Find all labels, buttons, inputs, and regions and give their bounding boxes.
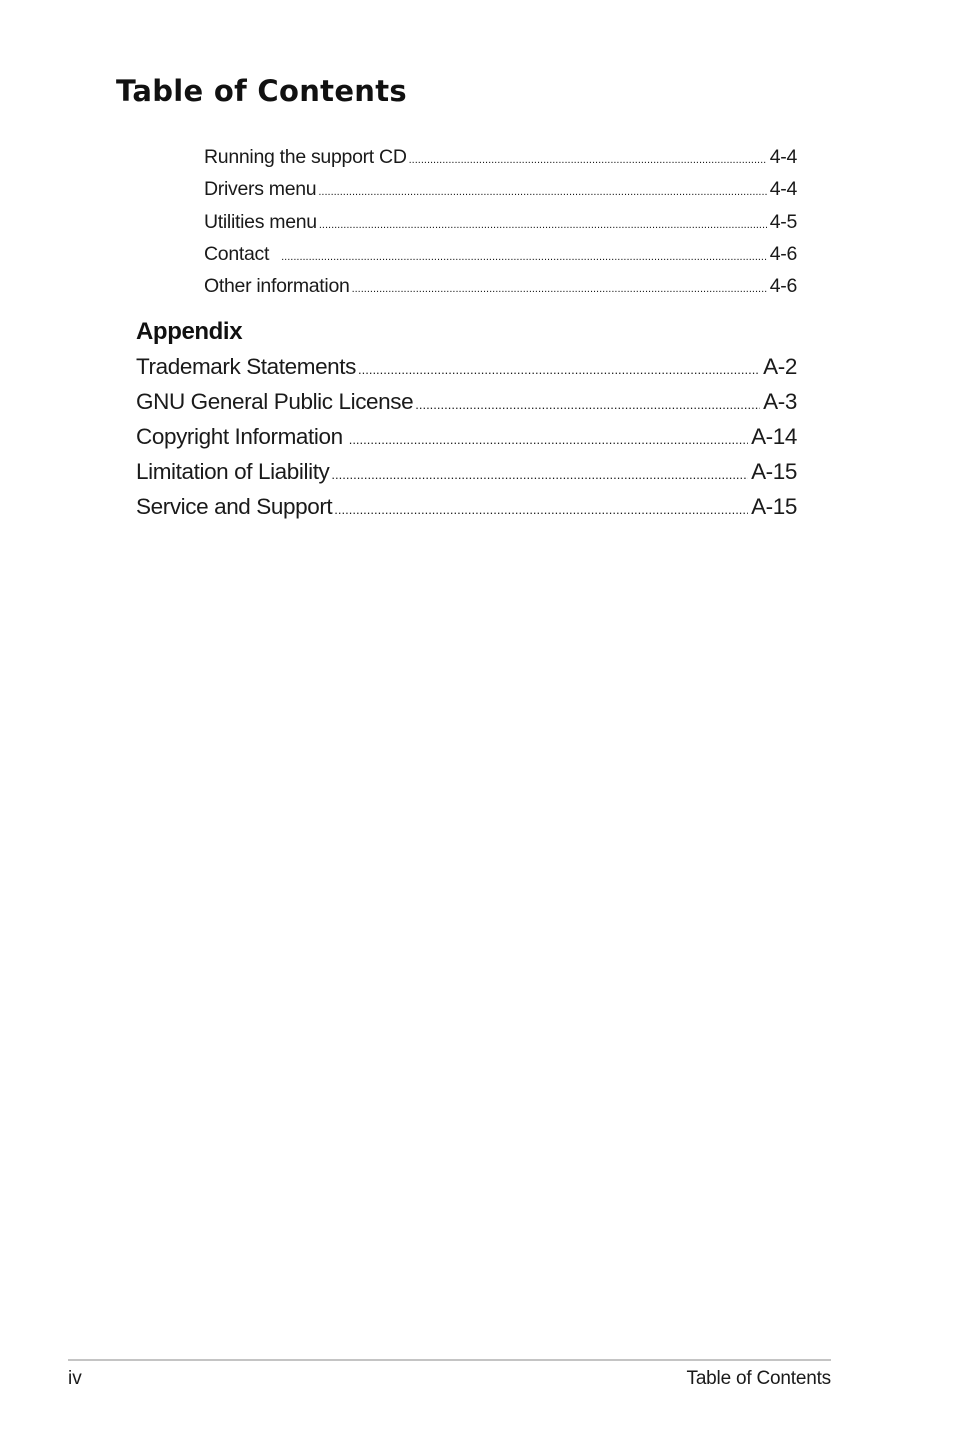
dot-leader — [352, 283, 767, 295]
toc-entry-page: 4-6 — [769, 275, 797, 298]
dot-leader — [358, 362, 760, 377]
toc-entry-label: Running the support CD — [204, 146, 407, 168]
toc-entry-label: Copyright Information — [136, 424, 343, 449]
page-title: Table of Contents — [116, 74, 407, 108]
toc-entry-gnu-gpl[interactable] — [136, 389, 797, 424]
toc-entry-page: A-2 — [763, 354, 797, 379]
toc-entry-page: A-15 — [751, 459, 797, 484]
dot-leader — [281, 251, 767, 263]
dot-leader — [334, 502, 748, 517]
toc-entry-page: A-3 — [763, 389, 797, 414]
footer-page-number: iv — [68, 1368, 82, 1389]
toc-entry-limitation-of-liability[interactable] — [136, 459, 797, 494]
dot-leader — [349, 432, 748, 447]
toc-entry-label: Drivers menu — [204, 178, 317, 201]
toc-entry-service-and-support[interactable] — [136, 494, 797, 529]
toc-entry-page: A-15 — [751, 494, 797, 519]
appendix-heading: Appendix — [136, 318, 243, 345]
toc-entry-trademark-statements[interactable] — [136, 354, 797, 389]
dot-leader — [331, 467, 748, 482]
toc-entry-page: A-14 — [751, 424, 797, 449]
toc-entry-label: Service and Support — [136, 494, 333, 519]
toc-entry-running-support-cd[interactable] — [204, 146, 797, 178]
toc-entry-other-information[interactable] — [204, 275, 797, 307]
toc-entry-label: Contact — [204, 242, 270, 265]
toc-entry-label: Trademark Statements — [136, 354, 356, 379]
toc-entry-utilities-menu[interactable] — [204, 211, 797, 243]
footer-section-title: Table of Contents — [686, 1368, 831, 1389]
toc-entry-label: GNU General Public License — [136, 389, 414, 414]
dot-leader — [318, 186, 766, 198]
toc-entry-page: 4-5 — [769, 210, 797, 233]
toc-entry-page: 4-6 — [769, 242, 797, 265]
toc-entry-contact[interactable] — [204, 243, 797, 275]
toc-entry-copyright-information[interactable] — [136, 424, 797, 459]
toc-entry-page: 4-4 — [769, 178, 797, 201]
toc-appendix-entries — [136, 354, 797, 529]
toc-entry-label: Other information — [204, 275, 350, 298]
dot-leader — [319, 219, 767, 231]
toc-entry-label: Utilities menu — [204, 210, 317, 233]
footer-divider — [68, 1359, 831, 1361]
toc-entry-page: 4-4 — [769, 146, 797, 168]
toc-entry-label: Limitation of Liability — [136, 459, 330, 484]
toc-entry-drivers-menu[interactable] — [204, 178, 797, 210]
dot-leader — [409, 154, 767, 166]
toc-sub-entries — [204, 146, 797, 307]
dot-leader — [415, 397, 760, 412]
